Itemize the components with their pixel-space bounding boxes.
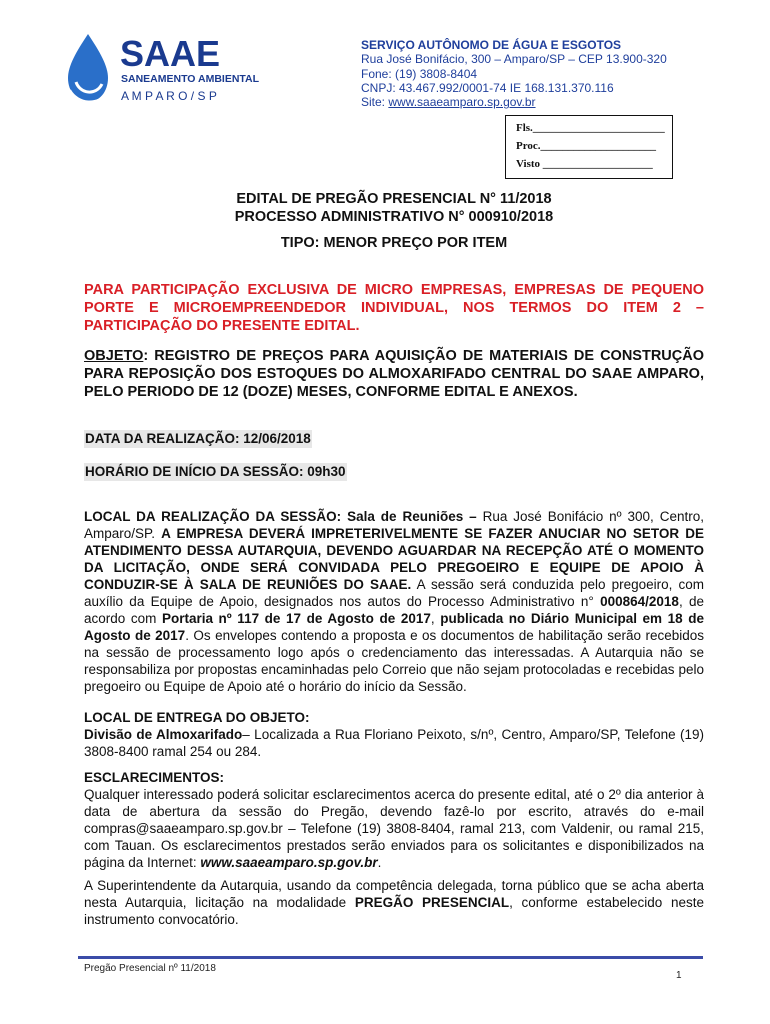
header-info — [361, 38, 741, 109]
data-realizacao: DATA DA REALIZAÇÃO: 12/06/2018 — [85, 431, 311, 446]
esclarecimentos-site: www.saaeamparo.sp.gov.br — [200, 855, 378, 870]
local-entrega-label: Divisão de Almoxarifado — [84, 727, 243, 742]
org-cnpj: CNPJ: 43.467.992/0001-74 IE 168.131.370.116 — [361, 80, 614, 95]
stamp-proc: Proc._____________________ — [516, 140, 657, 152]
local-sessao-paragraph: LOCAL DA REALIZAÇÃO DA SESSÃO: Sala de Reuniões – Rua José Bonifácio nº 300, Centro, Amparo/SP. A EMPRESA DEVERÁ IMPRETERIVELMENTE SE FAZER ANUCIAR NO SETOR DE ATENDIMENTO DESSA AUTARQUIA, DEVENDO AGUARDAR NA RECEPÇÃO ATÉ O MOMENTO DA LICITAÇÃO, ONDE SERÁ CONVIDADA PELO PREGOEIRO E EQUIPE DE APOIO À CONDUZIR-SE À SALA DE REUNIÕES DO SAAE. A sessão será conduzida pelo pregoeiro, com auxílio da Equipe de Apoio, designados nos autos do Processo Administrativo n° 000864/2018, de acordo com Portaria nº 117 de 17 de Agosto de 2017, publicada no Diário Municipal em 18 de Agosto de 2017. Os envelopes contendo a proposta e os documentos de habilitação serão recebidos na sessão de processamento logo após o credenciamento das interessadas. A Autarquia não se responsabiliza por propostas encaminhadas pelo Correio que não sejam protocoladas e recebidas pelo pregoeiro ou Equipe de Apoio até o horário do início da Sessão. — [84, 509, 705, 694]
objeto-label: OBJETO — [84, 348, 144, 364]
org-phone: Fone: (19) 3808-8404 — [361, 66, 478, 81]
protocol-stamp-box — [505, 115, 673, 179]
horario-inicio: HORÁRIO DE INÍCIO DA SESSÃO: 09h30 — [85, 464, 346, 479]
logo-line1: SANEAMENTO AMBIENTAL — [121, 73, 260, 85]
site-link[interactable]: www.saaeamparo.sp.gov.br — [388, 95, 536, 110]
org-address: Rua José Bonifácio, 300 – Amparo/SP – CEP 13.900-320 — [361, 52, 667, 67]
saae-logo — [66, 32, 276, 112]
objeto-text: : REGISTRO DE PREÇOS PARA AQUISIÇÃO DE MATERIAIS DE CONSTRUÇÃO PARA REPOSIÇÃO DOS ESTOQUES DO ALMOXARIFADO CENTRAL DO SAAE AMPARO, PELO PERIODO DE 12 (DOZE) MESES, CONFORME EDITAL E ANEXOS. — [84, 348, 704, 400]
local-entrega-section: LOCAL DE ENTREGA DO OBJETO: Divisão de Almoxarifado– Localizada a Rua Floriano Peixoto, s/nº, Centro, Amparo/SP, Telefone (19) 3808-8400 ramal 254 ou 284. — [84, 710, 704, 759]
objeto-section — [84, 347, 704, 401]
stamp-fls: Fls.________________________ — [516, 122, 665, 134]
superintendente-paragraph: A Superintendente da Autarquia, usando da competência delegada, torna público que se acha aberta nesta Autarquia, licitação na modalidade PREGÃO PRESENCIAL, conforme estabelecido neste instrumento convocatório. — [84, 878, 704, 927]
logo-wordmark: SAAE — [120, 33, 221, 74]
org-name: SERVIÇO AUTÔNOMO DE ÁGUA E ESGOTOS — [361, 38, 622, 52]
esclarecimentos-heading: ESCLARECIMENTOS: — [84, 770, 225, 785]
page-number: 1 — [676, 970, 682, 981]
stamp-visto: Visto ____________________ — [516, 158, 653, 170]
edital-title: EDITAL DE PREGÃO PRESENCIAL N° 11/2018 — [236, 191, 552, 207]
footer-doc-ref: Pregão Presencial nº 11/2018 — [84, 963, 216, 974]
org-site: Site: www.saaeamparo.sp.gov.br — [361, 95, 536, 110]
document-titles — [84, 190, 704, 252]
local-entrega-heading: LOCAL DE ENTREGA DO OBJETO: — [84, 710, 310, 725]
footer-divider — [78, 956, 703, 959]
logo-line2: A M P A R O / S P — [121, 89, 217, 103]
tipo-title: TIPO: MENOR PREÇO POR ITEM — [280, 235, 508, 251]
exclusive-participation-notice: PARA PARTICIPAÇÃO EXCLUSIVA DE MICRO EMPRESAS, EMPRESAS DE PEQUENO PORTE E MICROEMPREENDEDOR INDIVIDUAL, NOS TERMOS DO ITEM 2 – PARTICIPAÇÃO DO PRESENTE EDITAL. — [84, 282, 704, 334]
processo-title: PROCESSO ADMINISTRATIVO N° 000910/2018 — [234, 209, 554, 225]
local-sessao-label: LOCAL DA REALIZAÇÃO DA SESSÃO: Sala de Reuniões – — [84, 509, 477, 524]
esclarecimentos-section: ESCLARECIMENTOS: Qualquer interessado poderá solicitar esclarecimentos acerca do presente edital, até o 2º dia anterior à data de abertura da sessão do Pregão, devendo fazê-lo por escrito, através do e-mail compras@saaeamparo.sp.gov.br – Telefone (19) 3808-8404, ramal 213, com Valdenir, ou ramal 215, com Tauan. Os esclarecimentos prestados serão enviados para os solicitantes e disponibilizados na página da Internet: www.saaeamparo.sp.gov.br. — [84, 770, 704, 870]
